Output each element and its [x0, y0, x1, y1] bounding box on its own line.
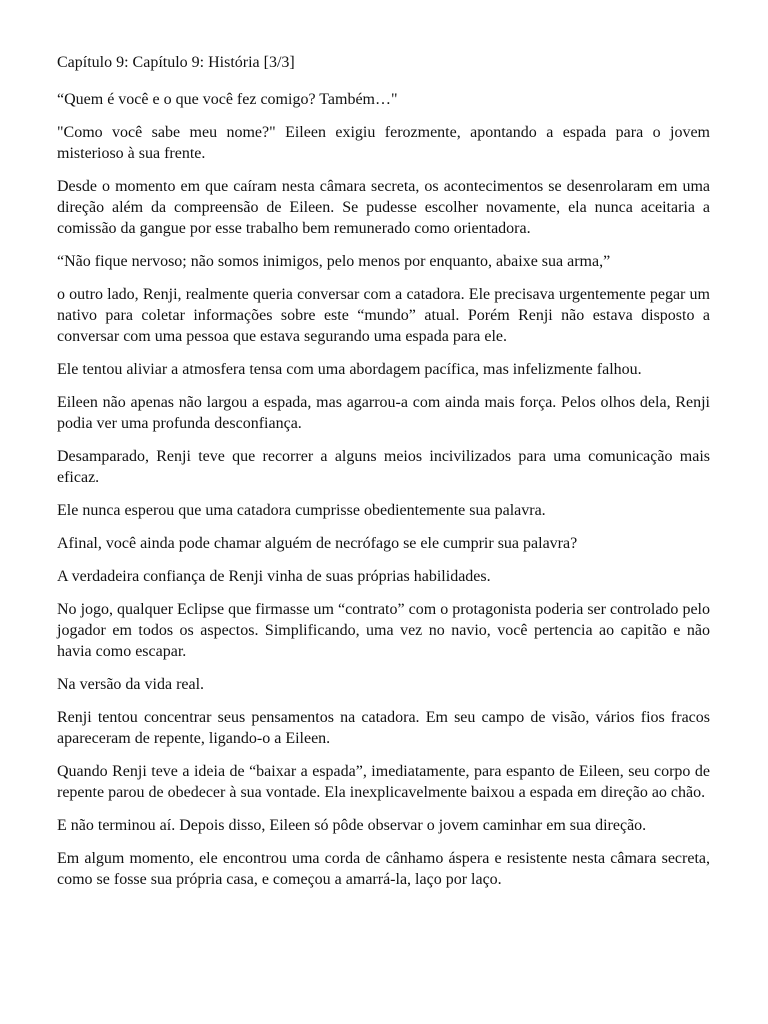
paragraph: Em algum momento, ele encontrou uma corda de cânhamo áspera e resistente nesta câmara secreta, como se fosse sua própria casa, e começou a amarrá-la, laço por laço.: [57, 850, 710, 888]
paragraph: Renji tentou concentrar seus pensamentos na catadora. Em seu campo de visão, vários fios fracos apareceram de repente, ligando-o a Eileen.: [57, 709, 710, 747]
paragraph: o outro lado, Renji, realmente queria conversar com a catadora. Ele precisava urgentemente pegar um nativo para coletar informações sobre este “mundo” atual. Porém Renji não estava disposto a conversar com uma pessoa que estava segurando uma espada para ele.: [57, 286, 710, 345]
paragraph: Eileen não apenas não largou a espada, mas agarrou-a com ainda mais força. Pelos olhos dela, Renji podia ver uma profunda desconfiança.: [57, 394, 710, 432]
paragraph: Desde o momento em que caíram nesta câmara secreta, os acontecimentos se desenrolaram em uma direção além da compreensão de Eileen. Se pudesse escolher novamente, ela nunca aceitaria a comissão da gangue por esse trabalho bem remunerado como orientadora.: [57, 178, 710, 237]
paragraph: “Não fique nervoso; não somos inimigos, pelo menos por enquanto, abaixe sua arma,”: [57, 253, 611, 270]
paragraph: Quando Renji teve a ideia de “baixar a espada”, imediatamente, para espanto de Eileen, seu corpo de repente parou de obedecer à sua vontade. Ela inexplicavelmente baixou a espada em direção ao chão.: [57, 763, 710, 801]
chapter-heading: Capítulo 9: Capítulo 9: História [3/3]: [57, 54, 295, 71]
paragraph: Ele nunca esperou que uma catadora cumprisse obedientemente sua palavra.: [57, 502, 546, 519]
paragraph: “Quem é você e o que você fez comigo? Também…": [57, 91, 398, 108]
paragraph: "Como você sabe meu nome?" Eileen exigiu ferozmente, apontando a espada para o jovem misterioso à sua frente.: [57, 124, 710, 162]
paragraph: Afinal, você ainda pode chamar alguém de necrófago se ele cumprir sua palavra?: [57, 535, 578, 552]
paragraph: Ele tentou aliviar a atmosfera tensa com uma abordagem pacífica, mas infelizmente falhou.: [57, 361, 642, 378]
paragraph: Na versão da vida real.: [57, 676, 205, 693]
paragraph: No jogo, qualquer Eclipse que firmasse um “contrato” com o protagonista poderia ser controlado pelo jogador em todos os aspectos. Simplificando, uma vez no navio, você pertencia ao capitão e não havia como escapar.: [57, 601, 710, 660]
paragraph: A verdadeira confiança de Renji vinha de suas próprias habilidades.: [57, 568, 491, 585]
paragraph: Desamparado, Renji teve que recorrer a alguns meios incivilizados para uma comunicação mais eficaz.: [57, 448, 710, 486]
paragraph: E não terminou aí. Depois disso, Eileen só pôde observar o jovem caminhar em sua direção.: [57, 817, 647, 834]
document-page: [57, 52, 710, 902]
